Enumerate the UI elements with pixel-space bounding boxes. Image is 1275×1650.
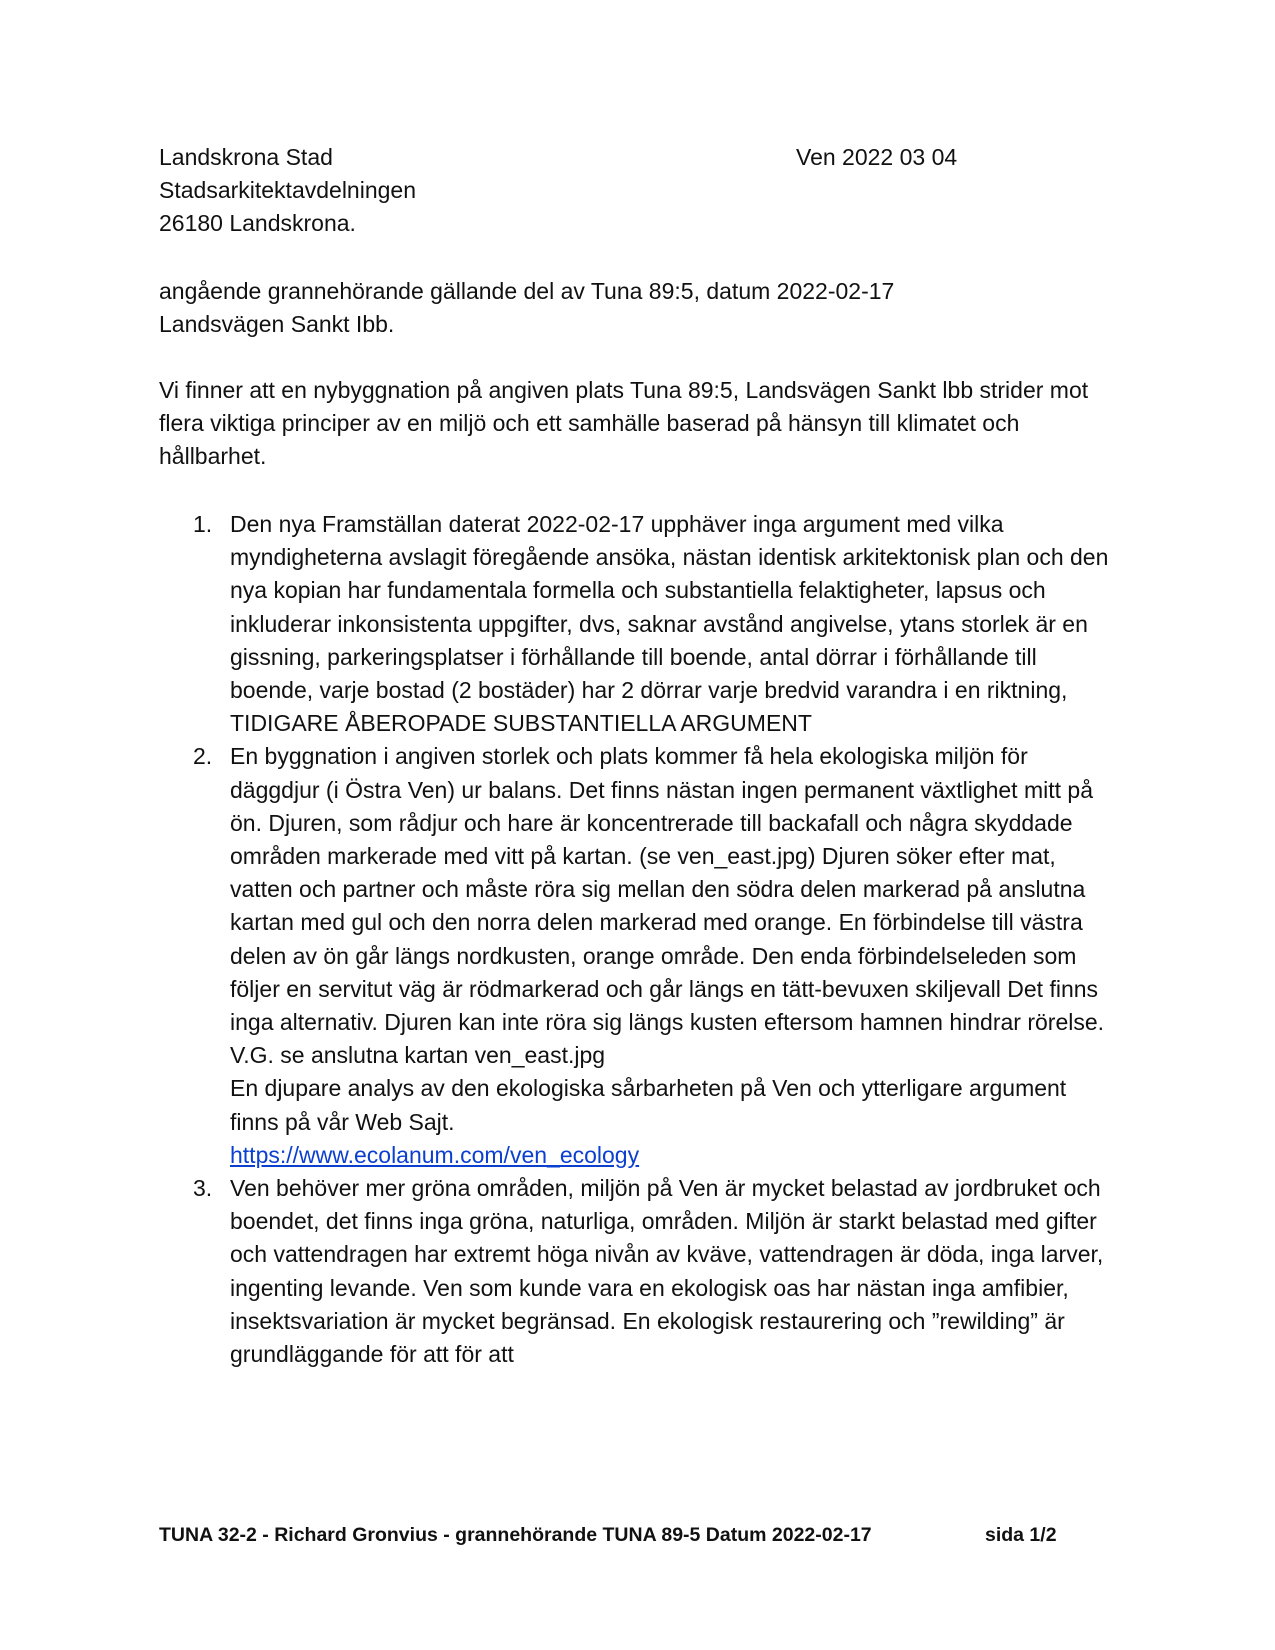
item-text: Ven behöver mer gröna områden, miljön på Ven är mycket belastad av jordbruket och boendet, det finns inga gröna, naturliga, områden. Miljön är starkt belastad med gifter och vattendragen har extremt höga nivån av kväve, vattendragen är döda, inga larver, ingenting levande. Ven som kunde vara en ekologisk oas har nästan inga amfibier, insektsvariation är mycket begränsad. En ekologisk restaurering och ”rewilding” är grundläggande för att för att — [230, 1175, 1104, 1368]
sender-address — [159, 141, 416, 241]
intro-paragraph: Vi finner att en nybyggnation på angiven plats Tuna 89:5, Landsvägen Sankt lbb strider mot flera viktiga principer av en miljö och ett samhälle baserad på hänsyn till klimatet och hållbarhet. — [159, 377, 1089, 470]
footer-text: TUNA 32-2 - Richard Gronvius - grannehörande TUNA 89-5 Datum 2022-02-17 — [159, 1524, 872, 1546]
item-extra: En djupare analys av den ekologiska sårbarheten på Ven och ytterligare argument finns på vår Web Sajt. — [230, 1075, 1067, 1135]
item-number: 2. — [193, 743, 213, 770]
subject-line-2: Landsvägen Sankt Ibb. — [159, 311, 395, 338]
list-item — [159, 508, 1119, 740]
sender-line-3: 26180 Landskrona. — [159, 210, 356, 237]
sender-line-2: Stadsarkitektavdelningen — [159, 177, 416, 204]
subject — [159, 275, 1139, 341]
item-number: 3. — [193, 1175, 213, 1202]
ecology-link[interactable]: https://www.ecolanum.com/ven_ecology — [230, 1141, 640, 1168]
page-footer — [159, 1524, 1079, 1547]
letter-date: Ven 2022 03 04 — [796, 144, 958, 170]
item-number: 1. — [193, 511, 213, 537]
subject-line-1: angående grannehörande gällande del av Tuna 89:5, datum 2022-02-17 — [159, 278, 895, 304]
page-number: sida 1/2 — [985, 1524, 1057, 1546]
item-extra: TIDIGARE ÅBEROPADE SUBSTANTIELLA ARGUMENT — [230, 710, 812, 737]
item-text: Den nya Framställan daterat 2022-02-17 upphäver inga argument med vilka myndigheterna avslagit föregående ansöka, nästan identisk arkitektonisk plan och den nya kopian har fundamentala formella och substantiella felaktigheter, lapsus och inkluderar inkonsistenta uppgifter, dvs, saknar avstånd angivelse, ytans storlek är en gissning, parkeringsplatser i förhållande till boende, antal dörrar i förhållande till boende, varje bostad (2 bostäder) har 2 dörrar varje bredvid varandra i en riktning, — [230, 511, 1109, 704]
item-text: En byggnation i angiven storlek och plats kommer få hela ekologiska miljön för däggdjur (i Östra Ven) ur balans. Det finns nästan ingen permanent växtlighet mitt på ön. Djuren, som rådjur och hare är koncentrerade till backafall och några skyddade områden markerade med vitt på kartan. (se ven_east.jpg) Djuren söker efter mat, vatten och partner och måste röra sig mellan den södra delen markerad på anslutna kartan med gul och den norra delen markerad med orange. En förbindelse till västra delen av ön går längs nordkusten, orange område. Den enda förbindelseleden som följer en servitut väg är rödmarkerad och går längs en tätt-bevuxen skiljevall Det finns inga alternativ. Djuren kan inte röra sig längs kusten eftersom hamnen hindrar rörelse. V.G. se anslutna kartan ven_east.jpg — [230, 743, 1105, 1069]
sender-line-1: Landskrona Stad — [159, 144, 333, 170]
numbered-list — [159, 508, 1119, 1371]
list-item — [159, 1172, 1119, 1371]
list-item — [159, 740, 1119, 1172]
